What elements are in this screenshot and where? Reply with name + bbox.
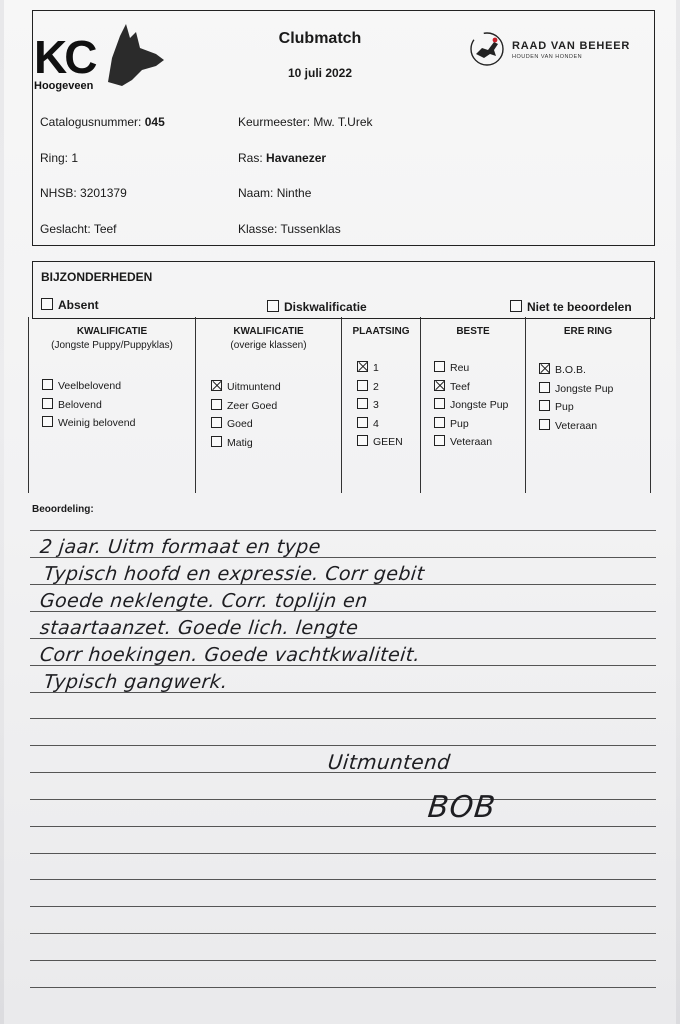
match-date: 10 juli 2022 [287,66,353,80]
handwritten-line: Corr hoekingen. Goede vachtkwaliteit. [38,644,422,666]
absent-label: Absent [58,298,99,312]
nhsb-label: NHSB: [40,186,77,200]
option-plaats-2[interactable] [357,380,403,399]
logo-letters: KC [34,31,95,83]
option-label: 3 [373,399,379,411]
ras-label: Ras: [238,151,263,165]
option-matig[interactable] [211,436,281,455]
diskwalificatie-checkbox[interactable] [267,300,279,312]
option-label: Reu [450,362,470,374]
checkbox-checked[interactable] [211,380,222,391]
ring-field [40,151,78,165]
checkbox[interactable] [357,435,368,446]
column-title: ERE RING [563,326,613,337]
klasse-field [238,222,341,236]
writing-line [30,745,656,746]
table-divider [341,317,342,493]
klasse-value: Tussenklas [280,222,341,236]
diskwalificatie-label: Diskwalificatie [284,300,367,314]
column-title: KWALIFICATIE [76,326,148,337]
option-weinig-belovend[interactable] [42,416,135,435]
option-reu[interactable] [434,361,508,380]
writing-line [30,879,656,880]
org-name: RAAD VAN BEHEER [512,40,631,52]
column-subtitle: (overige klassen) [230,340,307,351]
writing-line [30,933,656,934]
checkbox[interactable] [357,398,368,409]
option-pup[interactable] [539,400,613,419]
kwalificatie-puppy-column [30,325,194,353]
option-plaats-4[interactable] [357,417,403,436]
writing-line [30,799,656,800]
catalogus-label: Catalogusnummer: [40,115,142,129]
checkbox[interactable] [357,380,368,391]
checkbox[interactable] [434,417,445,428]
writing-line [30,987,656,988]
beste-column [422,325,524,339]
plaatsing-column [343,325,419,339]
naam-label: Naam: [238,186,274,200]
option-belovend[interactable] [42,398,135,417]
option-label: B.O.B. [555,364,586,376]
checkbox[interactable] [42,398,53,409]
niet-beoordelen-option[interactable] [510,300,632,314]
option-label: Veteraan [450,436,493,448]
option-teef[interactable] [434,380,508,399]
handwritten-line: Typisch gangwerk. [42,671,229,693]
checkbox[interactable] [434,398,445,409]
option-label: Uitmuntend [227,381,281,393]
checkbox[interactable] [42,379,53,390]
option-label: Weinig belovend [58,417,136,429]
checkbox[interactable] [211,436,222,447]
option-label: 1 [373,362,379,374]
klasse-label: Klasse: [238,222,278,236]
option-bob[interactable] [539,363,613,382]
kwalificatie-overige-options [211,380,281,454]
geslacht-label: Geslacht: [40,222,91,236]
checkbox[interactable] [357,417,368,428]
option-label: Jongste Pup [450,399,509,411]
column-title: KWALIFICATIE [233,326,304,337]
option-label: Veelbelovend [58,380,122,392]
option-label: Goed [227,418,253,430]
option-label: Pup [450,417,469,430]
nhsb-field [40,186,127,200]
checkbox[interactable] [539,400,550,411]
option-label: Belovend [58,398,102,411]
ere-ring-options [539,363,613,437]
ere-ring-column [527,325,649,339]
handwritten-line: staartaanzet. Goede lich. lengte [38,617,360,639]
table-border-right [650,317,651,493]
column-title: BESTE [456,326,490,337]
checkbox[interactable] [211,399,222,410]
handwritten-line: Goede neklengte. Corr. toplijn en [38,590,369,612]
option-label: 4 [373,417,379,430]
option-veteraan[interactable] [434,435,508,454]
checkbox[interactable] [434,435,445,446]
naam-value: Ninthe [276,186,312,200]
checkbox-checked[interactable] [434,380,445,391]
option-goed[interactable] [211,417,281,436]
handwritten-line: 2 jaar. Uitm formaat en type [38,536,323,558]
plaatsing-options [357,361,403,454]
naam-field [238,186,311,200]
catalogus-value: 045 [144,115,165,129]
geslacht-value: Teef [93,222,117,236]
option-label: 2 [373,380,379,393]
ring-value: 1 [71,151,79,165]
handwritten-award: BOB [426,790,498,825]
checkbox[interactable] [434,361,445,372]
checkbox[interactable] [42,416,53,427]
keurmeester-label: Keurmeester: [238,115,311,129]
writing-line [30,853,656,854]
writing-line [30,960,656,961]
column-subtitle: (Jongste Puppy/Puppyklas) [51,340,173,351]
table-divider [525,317,526,493]
table-border-left [28,317,29,493]
option-label: Matig [227,436,253,449]
keurmeester-value: Mw. T.Urek [313,115,373,129]
option-plaats-1[interactable] [357,361,403,380]
checkbox-checked[interactable] [357,361,368,372]
writing-line [30,826,656,827]
table-divider [420,317,421,493]
logo-subtitle: Hoogeveen [34,80,94,92]
table-divider [195,317,196,493]
option-plaats-3[interactable] [357,398,403,417]
option-veelbelovend[interactable] [42,379,135,398]
writing-line [30,718,656,719]
option-veteraan[interactable] [539,419,613,438]
option-jongste-pup[interactable] [434,398,508,417]
checkbox[interactable] [539,419,550,430]
niet-beoordelen-label: Niet te beoordelen [527,300,632,314]
org-tagline: HOUDEN VAN HONDEN [512,54,583,60]
dog-emblem-icon [468,30,506,68]
ras-field [238,151,326,165]
option-label: GEEN [373,436,403,448]
handwritten-verdict: Uitmuntend [326,750,452,774]
kwalificatie-puppy-options [42,379,135,435]
checkbox[interactable] [539,382,550,393]
ring-label: Ring: [40,151,69,165]
keurmeester-field [238,115,373,129]
option-label: Jongste Pup [555,382,614,395]
kwalificatie-overige-column [197,325,340,353]
absent-option[interactable] [41,298,99,312]
option-pup[interactable] [434,417,508,436]
absent-checkbox[interactable] [41,298,53,310]
column-title: PLAATSING [352,326,410,337]
ras-value: Havanezer [266,151,327,165]
writing-line [30,906,656,907]
option-label: Teef [450,380,470,393]
checkbox-checked[interactable] [539,363,550,374]
catalogus-field [40,115,165,129]
option-label: Veteraan [555,419,598,432]
club-logo [34,22,166,94]
beste-options [434,361,508,454]
diskwalificatie-option[interactable] [267,300,367,314]
nhsb-value: 3201379 [80,186,127,200]
option-geen[interactable] [357,435,403,454]
beoordeling-label: Beoordeling: [32,504,94,515]
checkbox[interactable] [211,417,222,428]
option-jongste-pup[interactable] [539,382,613,401]
option-label: Pup [555,401,574,413]
option-label: Zeer Goed [227,399,278,412]
niet-beoordelen-checkbox[interactable] [510,300,522,312]
page-title: Clubmatch [278,30,362,47]
org-logo [468,30,638,74]
option-uitmuntend[interactable] [211,380,281,399]
option-zeer-goed[interactable] [211,399,281,418]
handwritten-line: Typisch hoofd en expressie. Corr gebit [42,563,426,585]
geslacht-field [40,222,117,236]
writing-line [30,530,656,531]
bijzonderheden-title: BIJZONDERHEDEN [41,270,153,284]
